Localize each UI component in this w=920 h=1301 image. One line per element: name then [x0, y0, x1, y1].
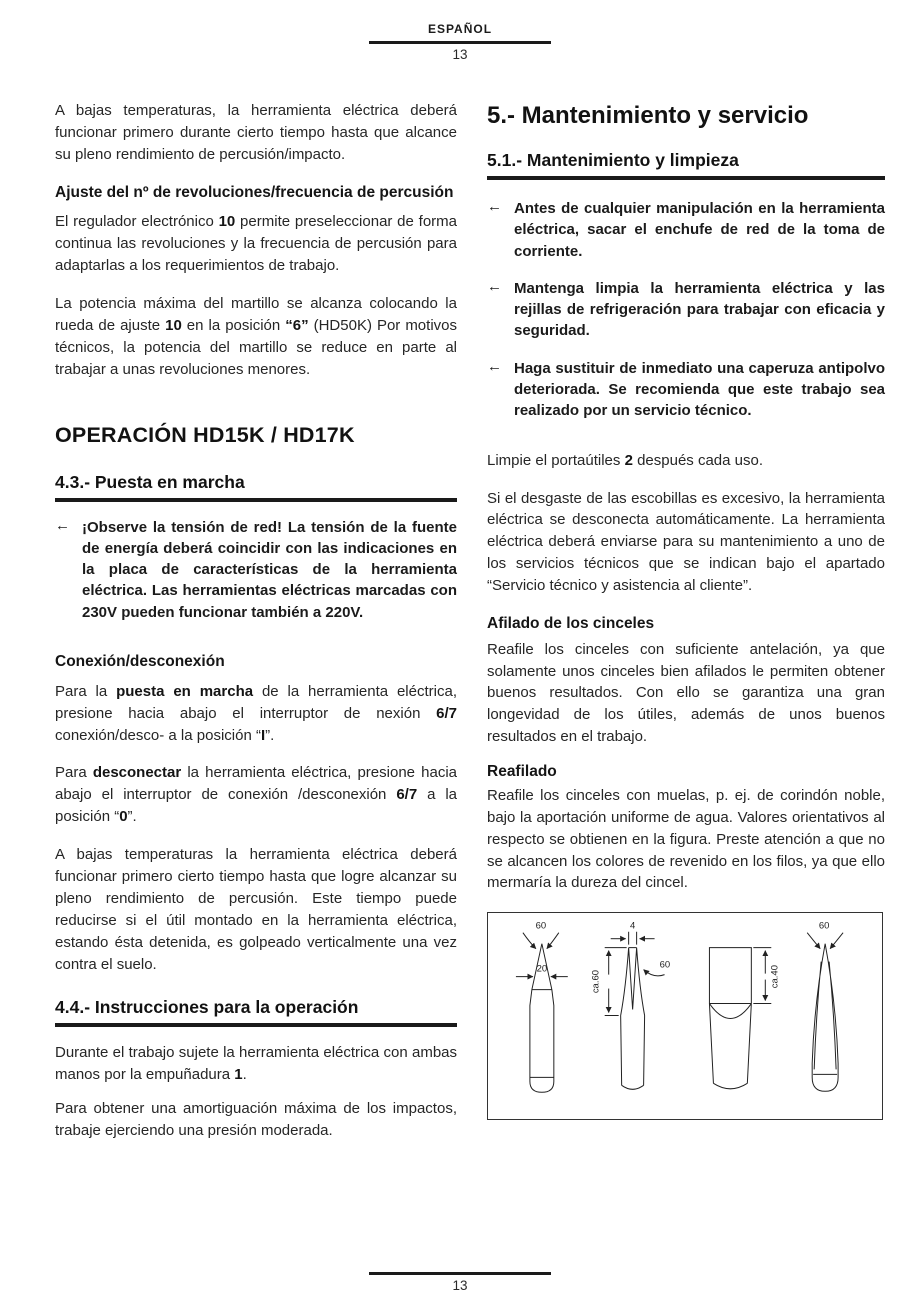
- arrow-left-icon: ←: [55, 516, 70, 534]
- chisel-point-right: [807, 921, 843, 1092]
- page-number-bottom: 13: [452, 1278, 468, 1293]
- text-run: Para: [55, 764, 93, 782]
- text-run: conexión/desco- a la posición “: [55, 726, 261, 744]
- chisel-sharpening-figure: [487, 912, 883, 1120]
- chisel-outline: [621, 948, 645, 1090]
- heading-operacion: OPERACIÓN HD15K / HD17K: [55, 422, 355, 447]
- right-column: [487, 100, 885, 1120]
- para-regulador: [55, 211, 457, 277]
- safety-bullet-unplug: [487, 198, 885, 262]
- angle-arrow: [547, 933, 559, 949]
- emph-puesta-en-marcha: puesta en marcha: [116, 682, 254, 700]
- blade-length-label: ca.40: [769, 965, 781, 989]
- arrow-left-icon: ←: [487, 198, 502, 215]
- section-rule-4-3: [55, 498, 457, 502]
- ref-number-1: 1: [234, 1066, 243, 1084]
- safety-bullet-text: Antes de cualquier manipulación en la herramienta eléctrica, sacar el enchufe de red de la toma de corriente.: [514, 200, 885, 260]
- text-run: Durante el trabajo sujete la herramienta eléctrica con ambas manos por la empuñadura: [55, 1044, 457, 1084]
- angle-label: 60: [535, 921, 547, 933]
- emph-desconectar: desconectar: [92, 764, 182, 782]
- text-run: en la posición: [181, 316, 286, 334]
- para-muelas: Reafile los cinceles con muelas, p. ej. de corindón noble, bajo la aportación uniforme de agua. Valores orientativos al respecto se obtienen en la figura. Preste atención a que no se alcancen los colores de revenido en los filos, ya que ello mermaría la dureza del cincel.: [487, 786, 885, 892]
- text-run: a la posición “: [55, 786, 458, 826]
- angle-arrow: [807, 933, 820, 949]
- left-column: [55, 100, 457, 1142]
- text-run: .: [242, 1066, 247, 1084]
- chisel-spade: [709, 948, 780, 1089]
- heading-4-4: 4.4.- Instrucciones para la operación: [55, 997, 359, 1018]
- text-run: permite preseleccionar de forma continua las revoluciones y la frecuencia de percusión para adaptarlas a los requerimientos de trabajo.: [55, 213, 457, 275]
- width-label: 20: [536, 963, 548, 975]
- text-run: ”.: [265, 726, 275, 744]
- ref-number-10: 10: [165, 316, 182, 334]
- position-0: 0: [119, 808, 128, 826]
- text-run: de la herramienta eléctrica, presione hacia abajo el interruptor de nexión: [55, 682, 457, 722]
- heading-conexion: Conexión/desconexión: [55, 653, 225, 671]
- para-desconectar: [55, 762, 457, 828]
- text-run: La potencia máxima del martillo se alcanza colocando la rueda de ajuste: [55, 295, 457, 334]
- chisel-outline: [812, 944, 838, 1092]
- angle-arrow: [523, 933, 536, 949]
- blade-length-label: ca.60: [590, 970, 602, 994]
- text-run: ”.: [127, 808, 137, 826]
- safety-bullet-text: Mantenga limpia la herramienta eléctrica y las rejillas de refrigeración para trabajar con eficacia y seguridad.: [514, 279, 885, 340]
- heading-4-3: 4.3.- Puesta en marcha: [55, 471, 245, 492]
- text-run: después cada uso.: [632, 451, 764, 469]
- para-bajas-temperaturas: A bajas temperaturas la herramienta eléctrica deberá funcionar primero cierto tiempo hasta que logre alcanzar su pleno rendimiento de percusión. Este tiempo puede reducirse si el útil montado en la herramienta eléctrica, estando ésta detenida, es golpeado verticalmente una vez contra el suelo.: [55, 846, 457, 973]
- text-run: El regulador electrónico: [55, 213, 219, 231]
- text-run: la herramienta eléctrica, presione hacia abajo el interruptor de conexión /desconexión: [55, 764, 457, 804]
- ref-number-2: 2: [624, 451, 633, 469]
- heading-ajuste-revoluciones: Ajuste del nº de revoluciones/frecuencia de percusión: [55, 183, 454, 201]
- para-limpie-portautiles: [487, 450, 885, 472]
- chisel-outline: [709, 948, 751, 1089]
- ref-number-6-7: 6/7: [396, 786, 418, 804]
- ref-number-6-7: 6/7: [436, 704, 457, 722]
- text-run: Para la: [55, 682, 117, 700]
- para-low-temperatures: A bajas temperaturas, la herramienta eléctrica deberá funcionar primero durante cierto tiempo hasta que alcance su pleno rendimiento de percusión/impacto.: [55, 102, 457, 163]
- arrow-left-icon: ←: [487, 357, 502, 375]
- para-puesta-en-marcha: [55, 681, 457, 747]
- chisel-point-left: [516, 921, 568, 1093]
- page-number-top: 13: [452, 47, 468, 62]
- footer-rule: [369, 1272, 551, 1275]
- safety-bullet-dust-cap: [487, 358, 885, 422]
- heading-reafilado: Reafilado: [487, 763, 557, 781]
- edge-width-label: 4: [629, 921, 636, 933]
- chisel-diagram: [488, 913, 882, 1119]
- heading-afilado-cinceles: Afilado de los cinceles: [487, 615, 655, 633]
- para-amortiguacion: Para obtener una amortiguación máxima de los impactos, trabaje ejerciendo una presión moderada.: [55, 1100, 457, 1140]
- safety-bullet-text: Haga sustituir de inmediato una caperuza antipolvo deteriorada. Se recomienda que este trabajo sea realizado por un servicio técnico.: [514, 359, 885, 420]
- page-footer: [0, 1267, 920, 1293]
- position-I: I: [260, 726, 266, 744]
- safety-bullet-clean: [487, 278, 885, 342]
- para-empunadura: [55, 1042, 457, 1086]
- para-antelacion: Reafile los cinceles con suficiente antelación, ya que solamente unos cinceles bien afilados le permiten obtener buenos resultados. Con ello se garantiza una gran longevidad de los útiles, además de unos buenos resultados en el trabajo.: [487, 640, 885, 746]
- heading-mantenimiento-servicio: 5.- Mantenimiento y servicio: [487, 102, 809, 129]
- warning-voltage-text: ¡Observe la tensión de red! La tensión de la fuente de energía deberá coincidir con las indicaciones en la placa de características de la herramienta eléctrica. Las herramientas eléctricas marcadas con 230V pueden funcionar también a 220V.: [82, 518, 457, 621]
- para-potencia: [55, 293, 457, 381]
- text-run: (HD50K) Por motivos técnicos, la potencia del martillo se reduce en parte al trabajar a unas revoluciones menores.: [55, 316, 457, 378]
- section-rule-4-4: [55, 1023, 457, 1027]
- angle-arrow: [830, 933, 843, 949]
- position-6: “6”: [285, 316, 309, 334]
- warning-voltage: [55, 517, 457, 623]
- chisel-flat-narrow: [591, 921, 670, 1090]
- heading-5-1: 5.1.- Mantenimiento y limpieza: [487, 150, 739, 170]
- angle-label: 60: [659, 959, 671, 971]
- language-label: ESPAÑOL: [427, 22, 493, 36]
- para-desgaste-escobillas: Si el desgaste de las escobillas es excesivo, la herramienta eléctrica se desconecta automáticamente. La herramienta eléctrica deberá enviarse para su mantenimiento a uno de los servicios técnicos que se indican bajo el apartado “Servicio técnico y asistencia al cliente”.: [487, 489, 885, 595]
- text-run: Limpie el portaútiles: [487, 451, 625, 469]
- section-rule-5-1: [487, 176, 885, 180]
- ref-number-10: 10: [218, 213, 236, 231]
- header-rule: [369, 41, 551, 44]
- arrow-left-icon: ←: [487, 277, 502, 295]
- page-header: [0, 22, 920, 62]
- angle-label: 60: [818, 921, 830, 933]
